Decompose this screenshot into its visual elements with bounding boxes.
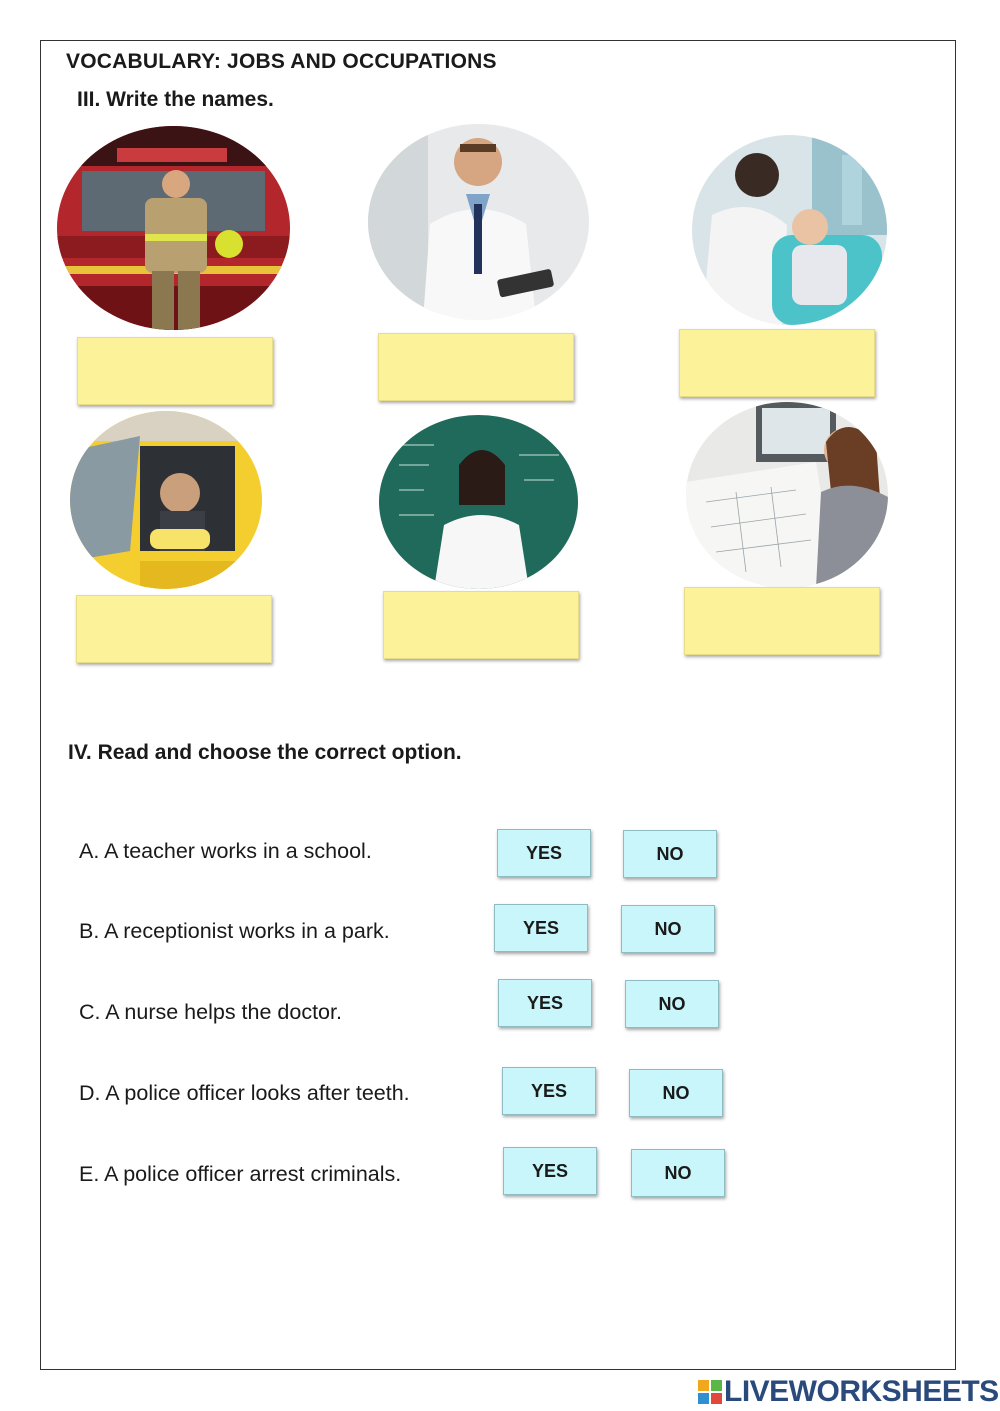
question-e: E. A police officer arrest criminals. (79, 1162, 402, 1186)
question-b: B. A receptionist works in a park. (79, 919, 390, 943)
architect-photo (686, 402, 888, 588)
question-d: D. A police officer looks after teeth. (79, 1081, 410, 1105)
taxi-driver-photo (70, 411, 262, 589)
answer-box-architect[interactable] (684, 587, 880, 655)
question-b-no-button[interactable]: NO (621, 905, 715, 953)
doctor-photo (368, 124, 589, 320)
question-d-yes-button[interactable]: YES (502, 1067, 596, 1115)
brand-name: LIVEWORKSHEETS (724, 1375, 999, 1408)
question-a-yes-button[interactable]: YES (497, 829, 591, 877)
liveworksheets-brand (698, 1375, 999, 1409)
question-b-yes-button[interactable]: YES (494, 904, 588, 952)
answer-box-teacher[interactable] (383, 591, 579, 659)
firefighter-photo (57, 126, 290, 330)
question-c-no-button[interactable]: NO (625, 980, 719, 1028)
question-d-no-button[interactable]: NO (629, 1069, 723, 1117)
answer-box-doctor[interactable] (378, 333, 574, 401)
question-e-yes-button[interactable]: YES (503, 1147, 597, 1195)
section-3-heading: III. Write the names. (77, 88, 274, 111)
answer-box-taxi-driver[interactable] (76, 595, 272, 663)
liveworksheets-logo-icon (698, 1380, 722, 1404)
dentist-photo (692, 135, 887, 325)
question-c-yes-button[interactable]: YES (498, 979, 592, 1027)
teacher-photo (379, 415, 578, 589)
question-a: A. A teacher works in a school. (79, 839, 372, 863)
question-a-no-button[interactable]: NO (623, 830, 717, 878)
question-c: C. A nurse helps the doctor. (79, 1000, 342, 1024)
section-4-heading: IV. Read and choose the correct option. (68, 741, 462, 764)
question-e-no-button[interactable]: NO (631, 1149, 725, 1197)
answer-box-firefighter[interactable] (77, 337, 273, 405)
worksheet-title: VOCABULARY: JOBS AND OCCUPATIONS (66, 50, 497, 73)
answer-box-dentist[interactable] (679, 329, 875, 397)
